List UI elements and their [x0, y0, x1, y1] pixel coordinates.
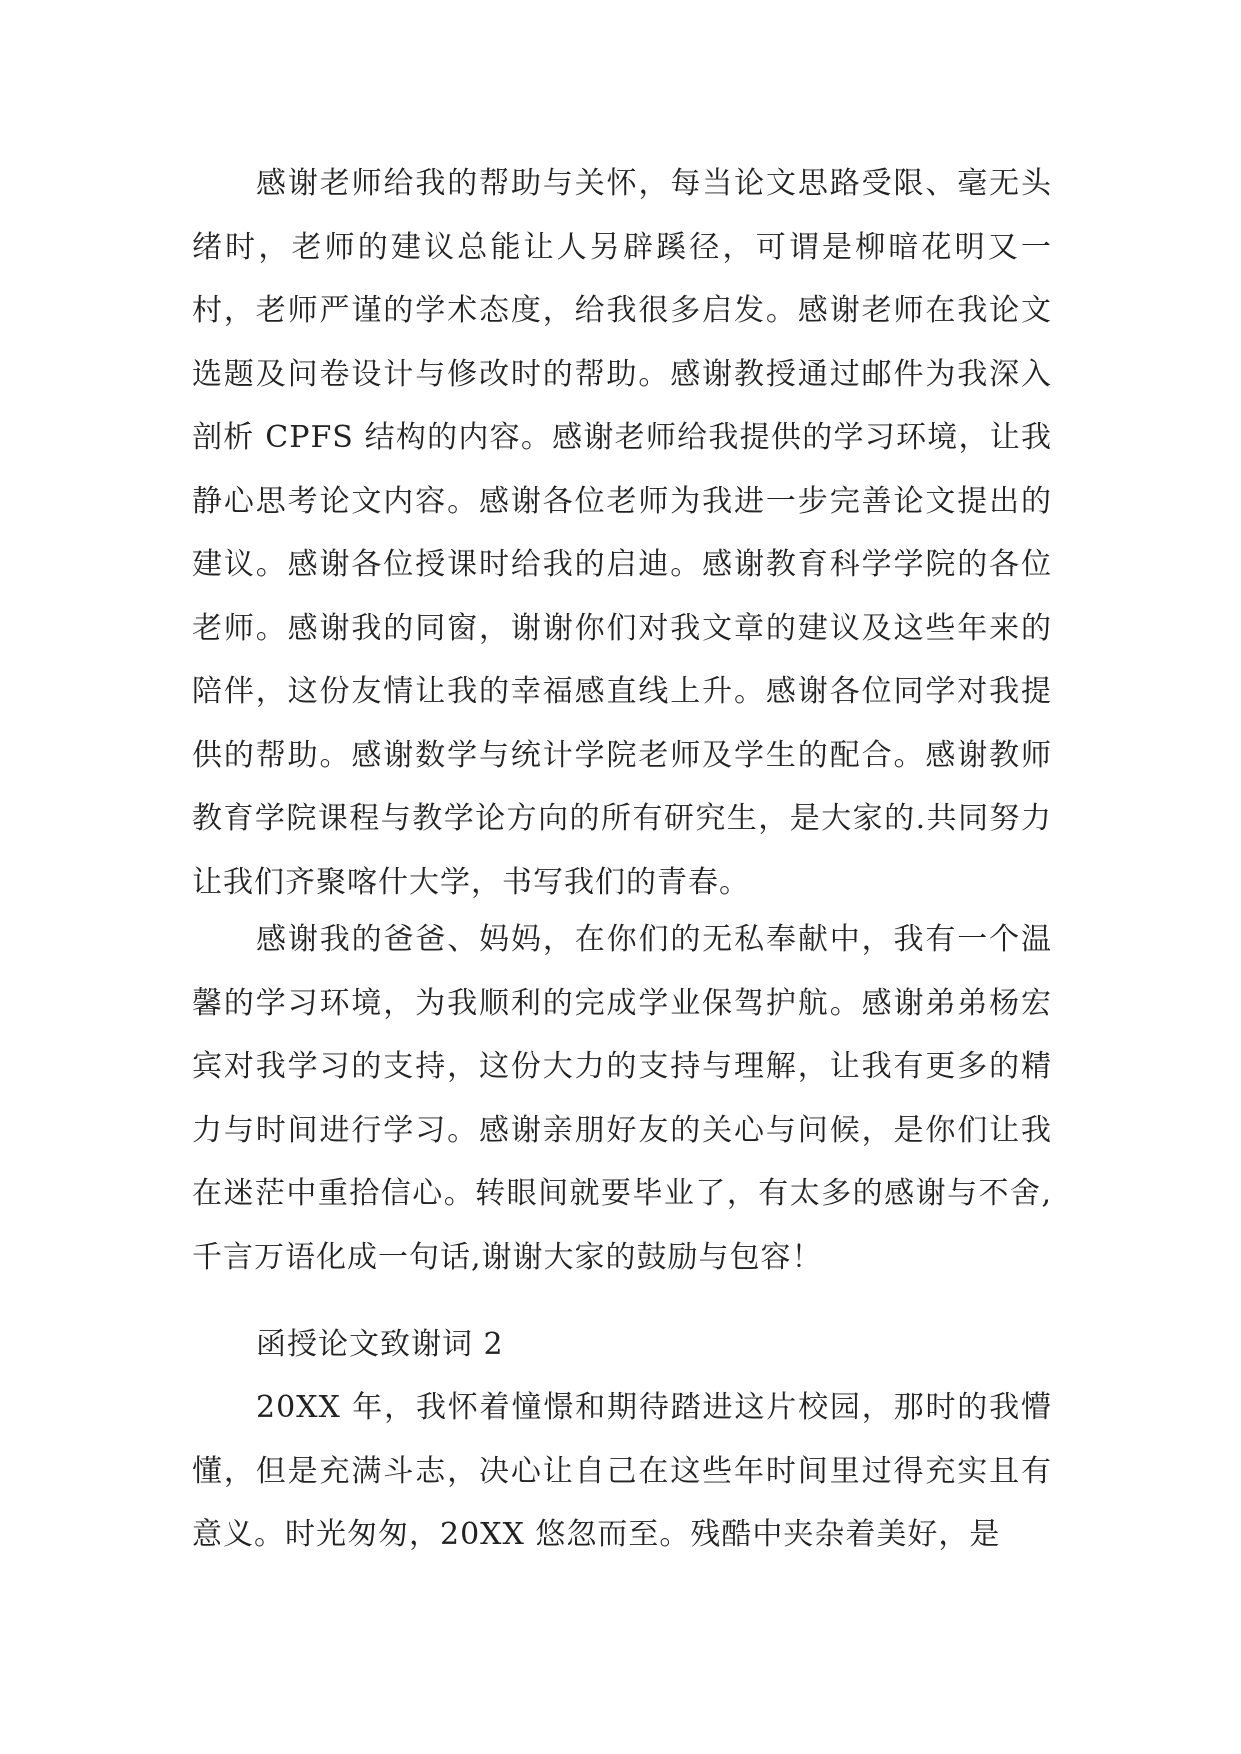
acknowledgement-paragraph-family: 感谢我的爸爸、妈妈，在你们的无私奉献中，我有一个温馨的学习环境，为我顺利的完成学业保驾护航。感谢弟弟杨宏宾对我学习的支持，这份大力的支持与理解，让我有更多的精力与时间进行学习。感谢亲朋好友的关心与问候，是你们让我在迷茫中重拾信心。转眼间就要毕业了，有太多的感谢与不舍,千言万语化成一句话,谢谢大家的鼓励与包容！ [192, 922, 1052, 1275]
acknowledgement-paragraph-teachers: 感谢老师给我的帮助与关怀，每当论文思路受限、毫无头绪时，老师的建议总能让人另辟蹊径，可谓是柳暗花明又一村，老师严谨的学术态度，给我很多启发。感谢老师在我论文选题及问卷设计与修改时的帮助。感谢教授通过邮件为我深入剖析 CPFS 结构的内容。感谢老师给我提供的学习环境，让我静心思考论文内容。感谢各位老师为我进一步完善论文提出的建议。感谢各位授课时给我的启迪。感谢教育科学学院的各位老师。感谢我的同窗，谢谢你们对我文章的建议及这些年来的陪伴，这份友情让我的幸福感直线上升。感谢各位同学对我提供的帮助。感谢数学与统计学院老师及学生的配合。感谢教师教育学院课程与教学论方向的所有研究生，是大家的.共同努力让我们齐聚喀什大学，书写我们的青春。 [192, 166, 1052, 900]
section-paragraph: 20XX 年，我怀着憧憬和期待踏进这片校园，那时的我懵懂，但是充满斗志，决心让自己在这些年时间里过得充实且有意义。时光匆匆，20XX 悠忽而至。残酷中夹杂着美好，是 [192, 1390, 1052, 1552]
section-heading: 函授论文致谢词 2 [256, 1327, 504, 1362]
